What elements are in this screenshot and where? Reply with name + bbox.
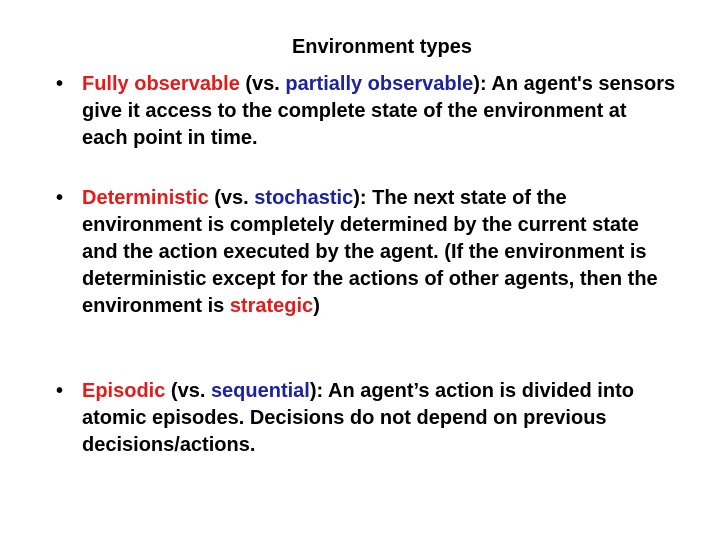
bullet-dot-icon: •: [56, 380, 64, 402]
definition-text: ): An agent's sensors give it access to the complete state of the environment at each point in time.: [82, 73, 676, 149]
definition-text: ): The next state of the environment is completely determined by the current state and the action executed by the agent. (If the environment is deterministic except for the actions of other agents, then the environment is: [82, 187, 658, 317]
term-stochastic: stochastic: [254, 187, 354, 209]
paren-open: (vs.: [165, 380, 211, 402]
paren-close: ): [313, 295, 320, 317]
term-deterministic: Deterministic: [82, 187, 209, 209]
term-fully-observable: Fully observable: [82, 73, 240, 95]
bullet-deterministic: [56, 185, 676, 320]
term-episodic: Episodic: [82, 380, 166, 402]
bullet-text: [82, 71, 676, 152]
slide-title: Environment types: [291, 36, 473, 58]
term-sequential: sequential: [210, 380, 310, 402]
bullet-text: [82, 378, 676, 459]
term-partially-observable: partially observable: [285, 73, 474, 95]
bullet-dot-icon: •: [56, 187, 64, 209]
bullet-text: [82, 185, 676, 320]
paren-open: (vs.: [208, 187, 255, 209]
paren-open: (vs.: [239, 73, 286, 95]
definition-text: ): An agent’s action is divided into atomic episodes. Decisions do not depend on previous decisions/actions.: [82, 380, 634, 456]
bullet-episodic: [56, 378, 676, 459]
bullet-dot-icon: •: [56, 73, 64, 95]
term-strategic: strategic: [229, 295, 314, 317]
bullet-fully-observable: [56, 71, 676, 152]
